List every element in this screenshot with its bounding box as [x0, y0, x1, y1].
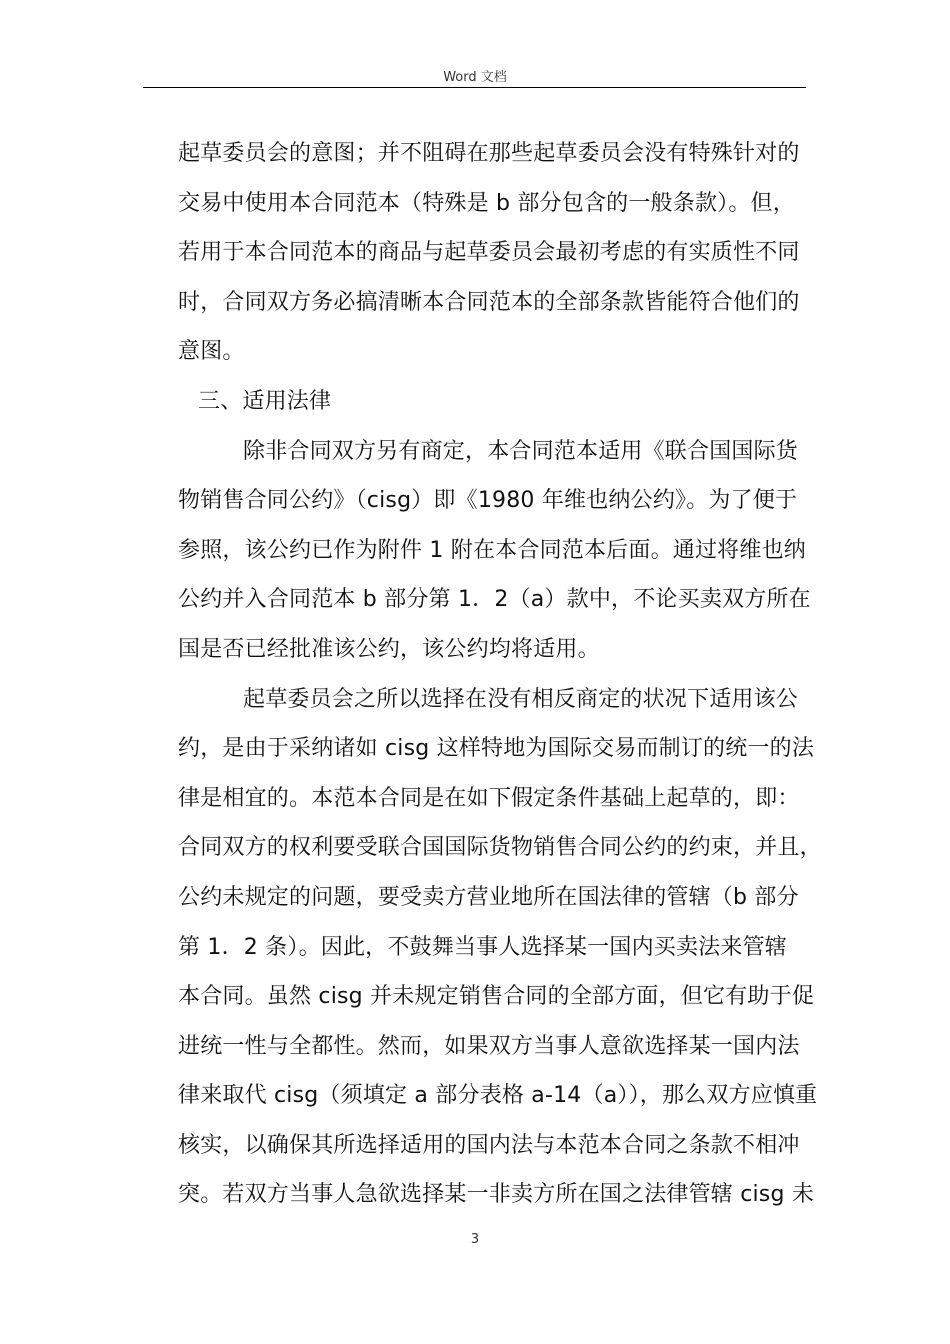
- body-line: 时，合同双方务必搞清晰本合同范本的全部条款皆能符合他们的: [178, 289, 800, 315]
- body-line: 约，是由于采纳诸如 cisg 这样特地为国际交易而制订的统一的法: [178, 736, 815, 762]
- page-number: 3: [470, 1232, 480, 1247]
- body-line: 合同双方的权利要受联合国国际货物销售合同公约的约束，并且，: [178, 835, 822, 861]
- body-line: 突。若双方当事人急欲选择某一非卖方所在国之法律管辖 cisg 未: [178, 1182, 815, 1208]
- header-divider: [143, 87, 806, 88]
- body-line: 第 1．2 条）。因此，不鼓舞当事人选择某一国内买卖法来管辖: [178, 934, 787, 960]
- body-line: 参照，该公约已作为附件 1 附在本合同范本后面。通过将维也纳: [178, 537, 806, 563]
- body-line: 核实，以确保其所选择适用的国内法与本范本合同之条款不相冲: [178, 1132, 800, 1158]
- document-body: [178, 129, 822, 1220]
- body-line: 意图。: [178, 339, 245, 365]
- body-line: 起草委员会的意图；并不阻碍在那些起草委员会没有特殊针对的: [178, 141, 800, 166]
- body-line: 国是否已经批准该公约，该公约均将适用。: [178, 636, 600, 662]
- body-line: 本合同。虽然 cisg 并未规定销售合同的全部方面，但它有助于促: [178, 984, 815, 1010]
- body-line: 公约未规定的问题，要受卖方营业地所在国法律的管辖（b 部分: [178, 884, 799, 910]
- paragraph-first-line: 起草委员会之所以选择在没有相反商定的状况下适用该公: [243, 686, 799, 712]
- body-line: 若用于本合同范本的商品与起草委员会最初考虑的有实质性不同: [178, 240, 800, 266]
- body-line: 物销售合同公约》（cisg）即《1980 年维也纳公约》。为了便于: [178, 488, 798, 514]
- document-header-title: Word 文档: [443, 70, 507, 85]
- body-line: 律来取代 cisg（须填定 a 部分表格 a-14（a）），那么双方应慎重: [178, 1083, 818, 1109]
- body-line: 进统一性与全都性。然而，如果双方当事人意欲选择某一国内法: [178, 1033, 800, 1059]
- body-line: 公约并入合同范本 b 部分第 1．2（a）款中，不论买卖双方所在: [178, 587, 811, 613]
- body-line: 交易中使用本合同范本（特殊是 b 部分包含的一般条款）。但，: [178, 190, 795, 216]
- body-line: 律是相宜的。本范本合同是在如下假定条件基础上起草的，即：: [178, 785, 800, 811]
- paragraph-first-line: 除非合同双方另有商定，本合同范本适用《联合国国际货: [243, 438, 799, 464]
- section-heading: 三、适用法律: [198, 388, 332, 414]
